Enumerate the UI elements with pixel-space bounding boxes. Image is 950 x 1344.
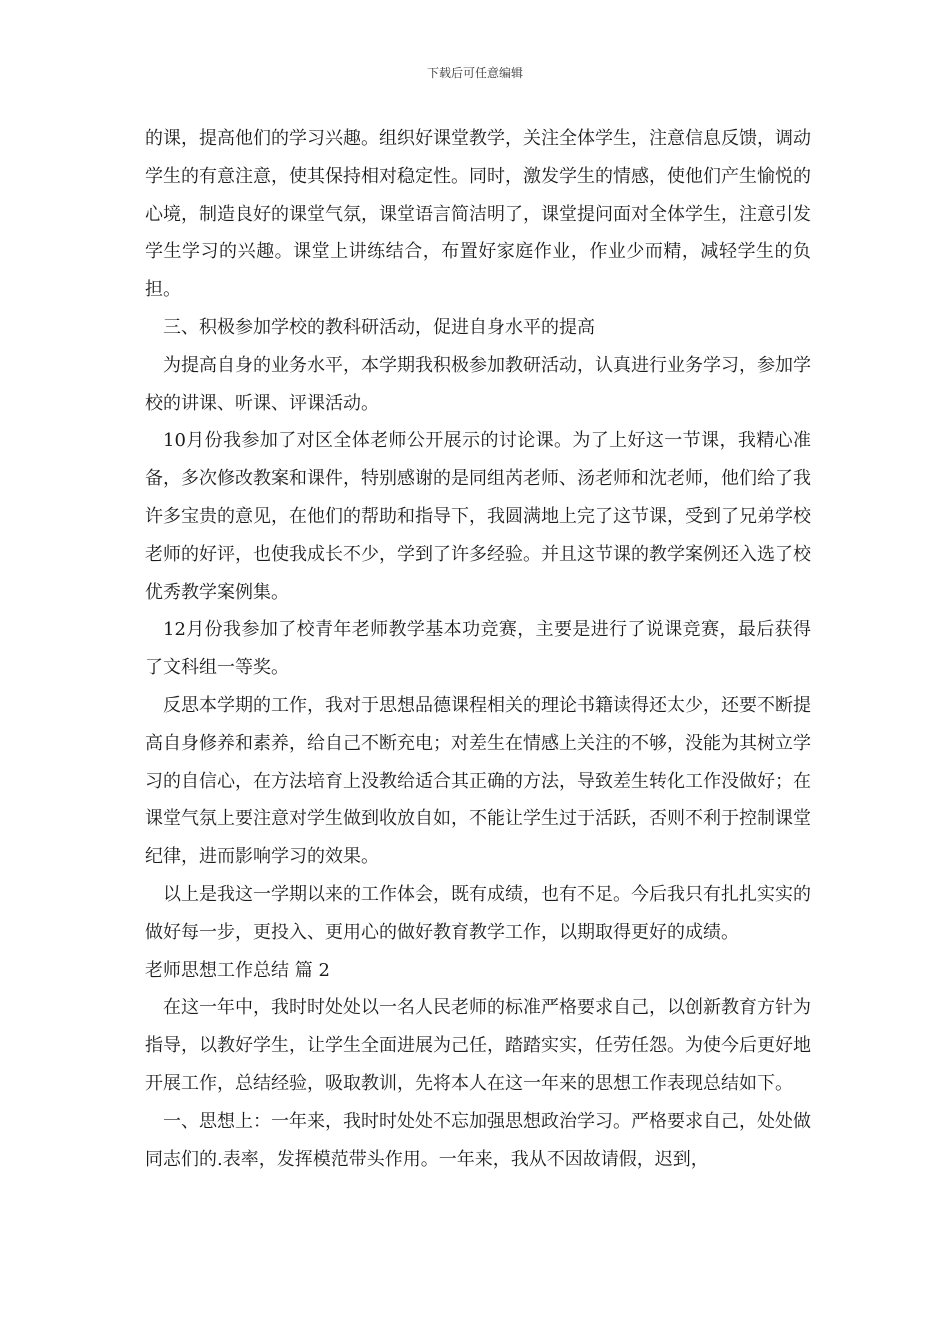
paragraph-2: 为提高自身的业务水平，本学期我积极参加教研活动，认真进行业务学习，参加学校的讲课、听课、评课活动。 (145, 354, 811, 414)
paragraph-3: 10月份我参加了对区全体老师公开展示的讨论课。为了上好这一节课，我精心准备，多次修改教案和课件，特别感谢的是同组芮老师、汤老师和沈老师，他们给了我许多宝贵的意见，在他们的帮助和指导下，我圆满地上完了这节课，受到了兄弟学校老师的好评，也使我成长不少，学到了许多经验。并且这节课的教学案例还入选了校优秀教学案例集。 (145, 430, 811, 603)
paragraph-6: 以上是我这一学期以来的工作体会，既有成绩，也有不足。今后我只有扎扎实实的做好每一步，更投入、更用心的做好教育教学工作，以期取得更好的成绩。 (145, 883, 811, 943)
page-header: 下载后可任意编辑 (426, 66, 523, 80)
document-body (145, 120, 811, 1178)
paragraph-5: 反思本学期的工作，我对于思想品德课程相关的理论书籍读得还太少，还要不断提高自身修养和素养，给自己不断充电；对差生在情感上关注的不够，没能为其树立学习的自信心，在方法培育上没教给适合其正确的方法，导致差生转化工作没做好；在课堂气氛上要注意对学生做到收放自如，不能让学生过于活跃，否则不利于控制课堂纪律，进而影响学习的效果。 (145, 694, 811, 868)
paragraph-1: 的课，提高他们的学习兴趣。组织好课堂教学，关注全体学生，注意信息反馈，调动学生的有意注意，使其保持相对稳定性。同时，激发学生的情感，使他们产生愉悦的心境，制造良好的课堂气氛，课堂语言简洁明了，课堂提问面对全体学生，注意引发学生学习的兴趣。课堂上讲练结合，布置好家庭作业，作业少而精，减轻学生的负担。 (145, 128, 811, 301)
paragraph-7: 在这一年中，我时时处处以一名人民老师的标准严格要求自己，以创新教育方针为指导，以教好学生，让学生全面进展为己任，踏踏实实，任劳任怨。为使今后更好地开展工作，总结经验，吸取教训，先将本人在这一年来的思想工作表现总结如下。 (145, 997, 811, 1094)
section-heading-3: 三、积极参加学校的教科研活动，促进自身水平的提高 (163, 316, 595, 338)
paragraph-8: 一、思想上：一年来，我时时处处不忘加强思想政治学习。严格要求自己，处处做同志们的.表率，发挥模范带头作用。一年来，我从不因故请假，迟到， (145, 1110, 811, 1170)
article-title-2: 老师思想工作总结 篇 2 (145, 959, 330, 981)
paragraph-4: 12月份我参加了校青年老师教学基本功竞赛，主要是进行了说课竞赛，最后获得了文科组一等奖。 (145, 619, 811, 679)
